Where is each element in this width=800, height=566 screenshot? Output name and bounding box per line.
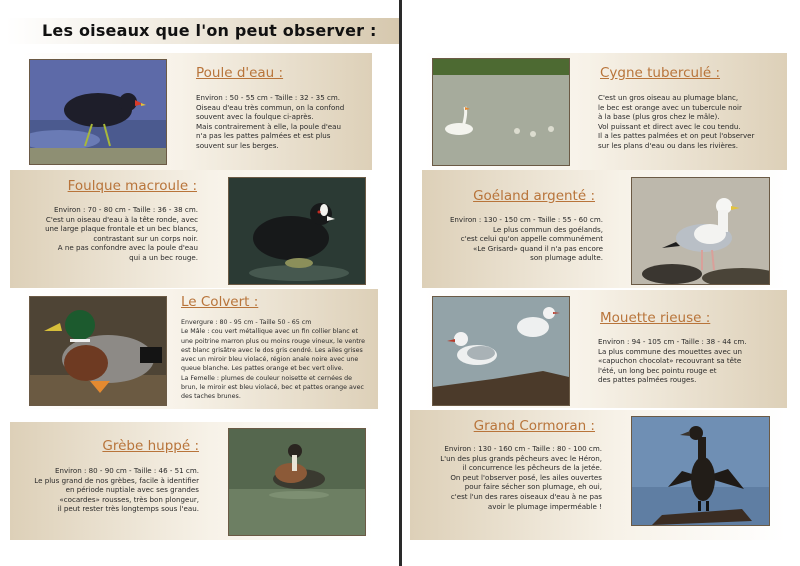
bird-desc-mouette: Environ : 94 - 105 cm - Taille : 38 - 44 cm. La plus commune des mouettes avec un «capuchon chocolat» recouvrant sa tête l'été, un long bec pointu rouge et des pattes palmées rouges. (598, 337, 747, 385)
photo-cormoran (631, 416, 770, 526)
right-page (402, 0, 800, 566)
photo-goeland (631, 177, 770, 285)
page-title: Les oiseaux que l'on peut observer : (42, 21, 377, 40)
bird-title-cormoran: Grand Cormoran : (473, 418, 595, 434)
bird-title-mouette: Mouette rieuse : (600, 310, 711, 326)
bird-title-poule-d-eau: Poule d'eau : (196, 65, 284, 81)
bird-title-cygne: Cygne tuberculé : (600, 65, 720, 81)
bird-title-foulque: Foulque macroule : (67, 178, 197, 194)
photo-mouette (432, 296, 570, 406)
photo-cygne (432, 58, 570, 166)
bird-title-colvert: Le Colvert : (181, 294, 259, 310)
bird-desc-cygne: C'est un gros oiseau au plumage blanc, le bec est orange avec un tubercule noir à la base (plus gros chez le mâle). Vol puissant et direct avec le cou tendu. Il a les pattes palmées et on peut l'observer sur les plans d'eau ou dans les rivières. (598, 93, 755, 150)
bird-title-goeland: Goéland argenté : (473, 188, 595, 204)
bird-desc-cormoran: Environ : 130 - 160 cm - Taille : 80 - 100 cm. L'un des plus grands pêcheurs avec le Héron, il concurrence les pêcheurs de la jetée. On peut l'observer posé, les ailes ouvertes pour faire sécher son plumage, eh oui, c'est l'un des rares oiseaux d'eau à ne pas avoir le plumage imperméable ! (440, 444, 602, 511)
photo-foulque (228, 177, 366, 285)
photo-poule-d-eau (29, 59, 167, 165)
photo-colvert (29, 296, 167, 406)
page-header (6, 18, 400, 44)
bird-desc-foulque: Environ : 70 - 80 cm - Taille : 36 - 38 cm. C'est un oiseau d'eau à la tête ronde, avec une large plaque frontale et un bec blancs, contrastant sur un corps noir. A ne pas confondre avec la poule d'eau qui a un bec rouge. (45, 205, 198, 262)
bird-desc-colvert: Envergure : 80 - 95 cm - Taille 50 - 65 cm Le Mâle : cou vert métallique avec un fin collier blanc et une poitrine marron plus ou moins rouge vineux, le ventre est blanc grisâtre avec le dos gris cendré. Les ailes grises avec un miroir bleu violacé, région anale noire avec une queue blanche. Les pattes orange et bec vert olive. La Femelle : plumes de couleur noisette et cernées de brun, le miroir est bleu violacé, bec et pattes orange avec des taches brunes. (181, 319, 366, 401)
bird-desc-goeland: Environ : 130 - 150 cm - Taille : 55 - 60 cm. Le plus commun des goélands, c'est celui qu'on appelle communément «Le Grisard» quand il n'a pas encore son plumage adulte. (449, 215, 603, 263)
bird-title-grebe: Grèbe huppé : (102, 438, 199, 454)
bird-desc-poule-d-eau: Environ : 50 - 55 cm - Taille : 32 - 35 cm. Oiseau d'eau très commun, on la confond souvent avec la foulque ci-après. Mais contrairement à elle, la poule d'eau n'a pas les pattes palmées et est plus souvent sur les berges. (196, 93, 345, 150)
photo-grebe (228, 428, 366, 536)
bird-desc-grebe: Environ : 80 - 90 cm - Taille : 46 - 51 cm. Le plus grand de nos grèbes, facile à identifier en période nuptiale avec ses grandes «cocardes» rousses, très bon plongeur, il peut rester très longtemps sous l'eau. (34, 466, 199, 514)
